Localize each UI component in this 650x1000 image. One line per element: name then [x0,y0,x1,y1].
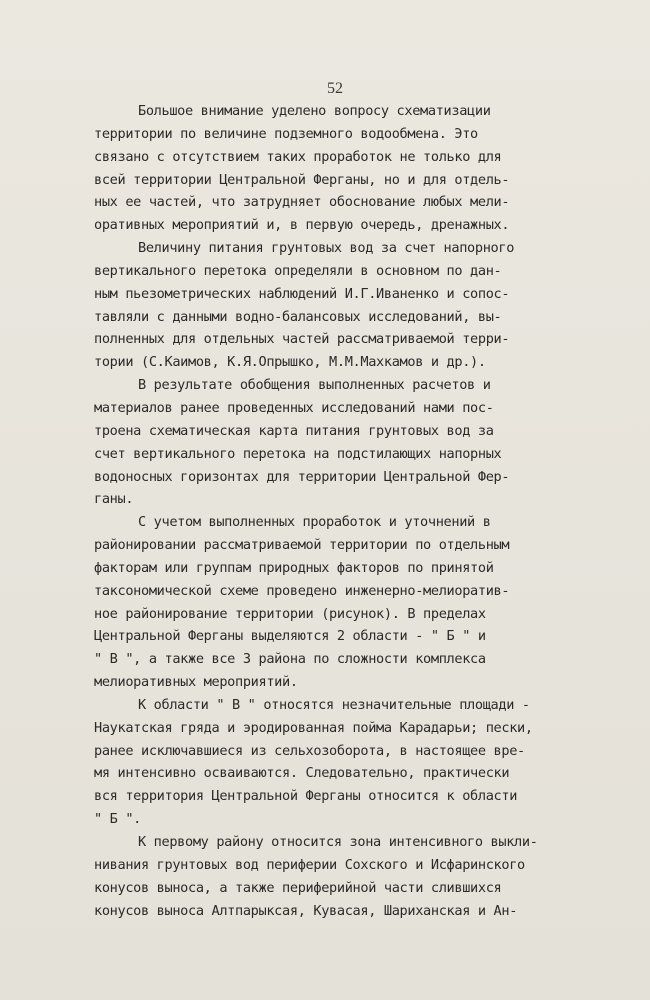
text-line: мелиоративных мероприятий. [94,674,298,691]
text-line: тавляли с данными водно-балансовых исследований, вы- [94,308,502,325]
text-line: Большое внимание уделено вопросу схематизации [138,103,491,119]
text-line: полненных для отдельных частей рассматриваемой терри- [94,331,510,348]
text-line: водоносных горизонтах для территории Центральной Фер- [94,468,510,485]
text-line: счет вертикального перетока на подстилающих напорных [94,445,502,462]
text-line: конусов выноса, а также периферийной части слившихся [94,879,502,896]
text-line: ганы. [94,491,134,508]
text-line: ных ее частей, что затрудняет обоснование любых мели- [94,194,510,211]
text-line: ным пьезометрических наблюдений И.Г.Иваненко и сопос- [94,285,510,302]
text-line: " Б ". [94,811,142,828]
text-line: вся территория Центральной Ферганы относится к области [94,788,518,805]
text-line: мя интенсивно осваиваются. Следовательно, практически [94,765,510,782]
text-line: " В ", а также все 3 района по сложности комплекса [94,651,486,668]
text-line: ное районирование территории (рисунок). В пределах [94,605,486,622]
text-line: В результате обобщения выполненных расчетов и [138,377,491,394]
text-line: таксономической схеме проведено инженерно-мелиоратив- [94,582,510,599]
text-line: конусов выноса Алтпарыксая, Кувасая, Шариханская и Ан- [94,902,518,919]
text-line: Наукатская гряда и эродированная пойма Карадарьи; пески, [94,719,533,736]
text-line: С учетом выполненных проработок и уточнений в [138,514,491,531]
text-line: материалов ранее проведенных исследований нами пос- [94,399,494,416]
text-line: факторам или группам природных факторов по принятой [94,559,494,576]
text-line: районировании рассматриваемой территории по отдельным [94,537,510,554]
text-line: Величину питания грунтовых вод за счет напорного [138,240,515,257]
text-line: тории (С.Каимов, К.Я.Опрышко, М.М.Махкамов и др.). [94,354,486,371]
text-line: всей территории Центральной Ферганы, но и для отдель- [94,171,510,188]
page-number: 52 [327,80,343,97]
text-line: оративных мероприятий и, в первую очередь, дренажных. [94,217,510,234]
text-line: троена схематическая карта питания грунтовых вод за [94,422,494,439]
text-line: вертикального перетока определяли в основном по дан- [94,262,502,279]
text-line: К области " В " относятся незначительные площади - [138,696,530,713]
text-line: нивания грунтовых вод периферии Сохского и Исфаринского [94,856,525,873]
text-line: Центральной Ферганы выделяются 2 области - " Б " и [94,628,486,645]
body-text [94,100,574,922]
text-line: К первому району относится зона интенсивного выкли- [138,834,538,850]
text-line: связано с отсутствием таких проработок не только для [94,148,502,165]
text-line: ранее исключавшиеся из сельхозоборота, в настоящее вре- [94,742,525,759]
text-line: территории по величине подземного водообмена. Это [94,125,478,142]
